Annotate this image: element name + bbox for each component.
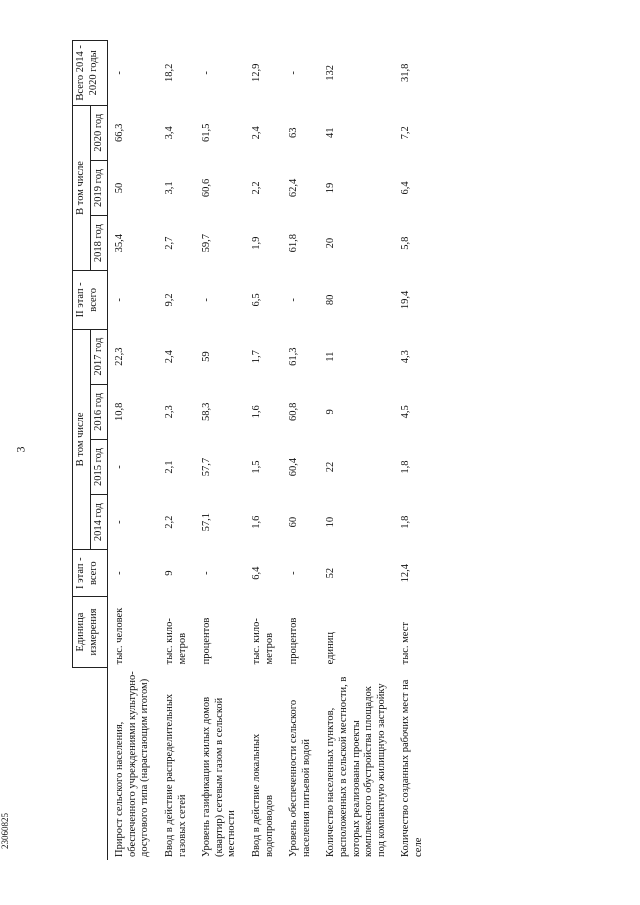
value-cell: 7,2 [400,126,412,140]
unit-cell: тыс. мест [400,622,412,665]
value-cell: 6,4 [400,181,412,195]
table-row [158,41,195,861]
table-row [108,41,158,861]
value-cell: 80 [325,294,337,306]
header-indicator-blank [73,667,108,860]
value-cell: - [114,298,126,302]
value-cell: 1,5 [250,460,262,474]
header-year: 2017 год [90,329,108,384]
indicator-name: Количество созданных рабочих мест на селе [400,679,424,857]
value-cell: 52 [325,567,337,579]
indicator-name: Ввод в действие локальных водопроводов [250,733,275,857]
value-cell: 2,2 [250,181,262,195]
header-stage1-total: I этап - всего [73,550,108,597]
value-cell: - [114,520,126,524]
value-cell: 2,7 [163,236,175,250]
header-year: 2014 год [90,495,108,550]
table-header [73,41,108,861]
value-cell: 6,5 [250,293,262,307]
value-cell: 3,1 [163,181,175,195]
header-stage2-total: II этап - всего [73,271,108,329]
header-year: 2018 год [90,216,108,271]
value-cell: 57,1 [201,512,213,532]
value-cell: 2,4 [163,350,175,364]
value-cell: 12,9 [250,63,262,83]
value-cell: 61,5 [201,123,213,142]
value-cell: 1,9 [250,236,262,250]
value-cell: 20 [325,237,337,249]
value-cell: 2,2 [163,515,175,529]
value-cell: 12,4 [400,563,412,583]
value-cell: 4,5 [400,405,412,419]
value-cell: 41 [325,127,337,139]
table-row [394,41,431,861]
indicator-name: Уровень газификации жилых домов (квартир) сетевым газом в сельской местности [201,696,238,857]
value-cell: 4,3 [400,350,412,364]
value-cell: 9 [163,570,175,576]
unit-cell: тыс. кило- метров [163,618,188,665]
value-cell: 3,4 [163,126,175,140]
value-cell: 62,4 [288,178,300,198]
value-cell: 19 [325,182,337,194]
value-cell: 9 [325,409,337,415]
value-cell: 31,8 [400,63,412,83]
value-cell: 60,4 [288,457,300,477]
value-cell: 2,4 [250,126,262,140]
value-cell: 59,7 [201,233,213,253]
table-row [319,41,394,861]
table-body [108,41,432,861]
header-incl-stage2: В том числе [73,105,91,271]
value-cell: - [288,71,300,75]
indicator-name: Количество населенных пунктов, расположенных в сельской местности, в которых реализованы проекты комплексного обустройства площадок под компактную жилищную застройку [325,676,387,857]
value-cell: 2,3 [163,405,175,419]
value-cell: 1,6 [250,405,262,419]
value-cell: 59 [201,351,213,362]
table-row [282,41,319,861]
unit-cell: тыс. кило- метров [250,618,275,665]
value-cell: 60,8 [288,402,300,422]
value-cell: 22 [325,461,337,473]
value-cell: 9,2 [163,293,175,307]
header-incl-stage1: В том числе [73,329,91,550]
rotated-table-container [72,40,547,860]
value-cell: 1,8 [400,460,412,474]
header-year: 2019 год [90,160,108,215]
value-cell: - [201,571,213,575]
indicator-name: Уровень обеспеченности сельского населения питьевой водой [288,699,312,857]
value-cell: 63 [288,127,300,139]
value-cell: 22,3 [114,347,126,366]
value-cell: 57,7 [201,457,213,477]
value-cell: 1,6 [250,515,262,529]
value-cell: 5,8 [400,236,412,250]
value-cell: 6,4 [250,566,262,580]
value-cell: - [288,571,300,575]
value-cell: 61,3 [288,347,300,366]
value-cell: 35,4 [114,233,126,253]
table-row [245,41,282,861]
value-cell: - [201,298,213,302]
value-cell: 1,8 [400,515,412,529]
header-unit: Единица измерения [73,597,108,668]
unit-cell: процентов [201,617,213,665]
unit-cell: тыс. человек [114,607,126,665]
value-cell: - [114,571,126,575]
value-cell: 11 [325,351,337,362]
value-cell: 60,6 [201,178,213,198]
unit-cell: процентов [288,617,300,665]
value-cell: 2,1 [163,460,175,474]
value-cell: 132 [325,64,337,81]
indicators-table [72,40,431,860]
value-cell: 10 [325,516,337,528]
value-cell: 19,4 [400,290,412,310]
indicator-name: Прирост сельского населения, обеспеченного учреждениями культурно-досугового типа (нарастающим итогом) [114,671,151,857]
document-code: 23060825 [0,813,10,849]
header-year: 2020 год [90,105,108,160]
value-cell: 61,8 [288,233,300,253]
value-cell: 18,2 [163,63,175,83]
value-cell: 10,8 [114,402,126,422]
value-cell: 66,3 [114,123,126,142]
page-number: 3 [13,446,28,453]
value-cell: - [288,298,300,302]
value-cell: - [114,465,126,469]
header-grand-total: Всего 2014 - 2020 годы [73,41,108,106]
header-year: 2015 год [90,439,108,494]
value-cell: 50 [114,182,126,194]
value-cell: 58,3 [201,402,213,422]
table-row [195,41,245,861]
header-year: 2016 год [90,384,108,439]
value-cell: - [201,71,213,75]
value-cell: - [114,71,126,75]
indicator-name: Ввод в действие распределительных газовых сетей [163,693,188,857]
value-cell: 60 [288,516,300,528]
unit-cell: единиц [325,632,337,665]
value-cell: 1,7 [250,350,262,364]
